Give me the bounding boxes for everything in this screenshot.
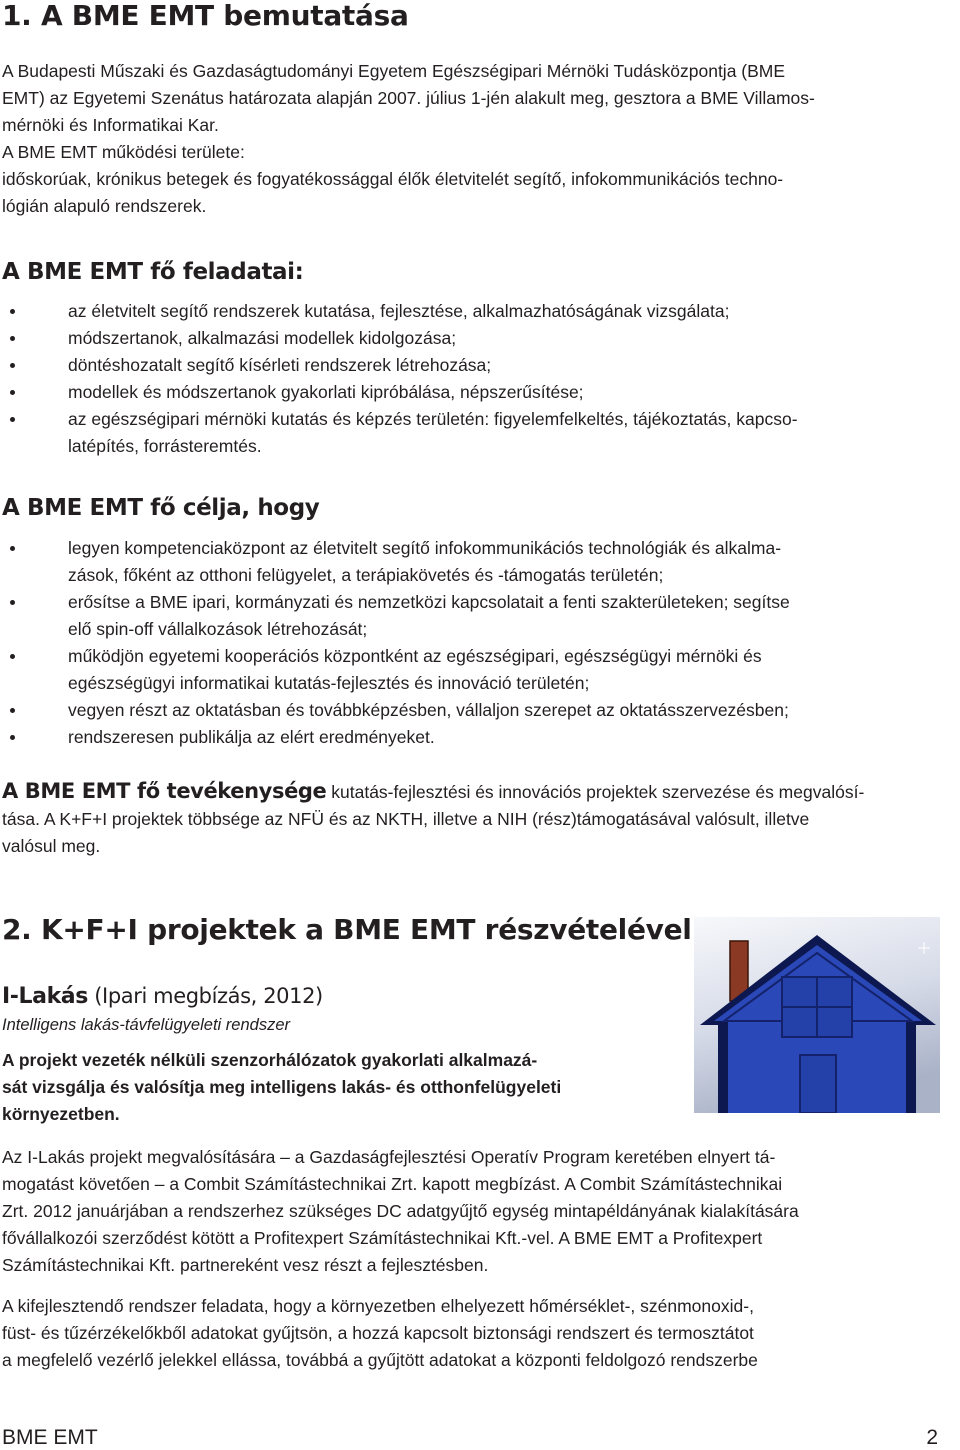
paragraph-line: füst- és tűzérzékelőkből adatokat gyűjtsön, a hozzá kapcsolt biztonsági rendszert és termosztátot: [2, 1323, 754, 1343]
list-item-text: legyen kompetenciaközpont az életvitelt segítő infokommunikációs technológiák és alkalma-: [68, 538, 782, 558]
activity-text: kutatás-fejlesztési és innovációs projektek szervezése és megvalósí-: [326, 782, 865, 802]
project-paragraph-2: [2, 1293, 952, 1374]
paragraph-line: Zrt. 2012 januárjában a rendszerhez szükséges DC adatgyűjtő egység mintapéldányának kialakítására: [2, 1201, 799, 1221]
list-item-text: módszertanok, alkalmazási modellek kidolgozása;: [68, 328, 457, 348]
project-heading-line: [2, 982, 682, 1011]
section-1-title: 1. A BME EMT bemutatása: [2, 0, 409, 32]
activity-paragraph: [2, 778, 942, 860]
house-illustration: [694, 917, 940, 1113]
project-heading: [2, 982, 682, 1011]
list-item: [0, 589, 790, 643]
list-item: [0, 643, 790, 697]
intro-line: időskorúak, krónikus betegek és fogyatékossággal élők életvitelét segítő, infokommunikációs techno-: [2, 169, 784, 189]
intro-line: A Budapesti Műszaki és Gazdaságtudományi Egyetem Egészségipari Mérnöki Tudásközpontja (BME: [2, 61, 786, 81]
project-paragraph-1: [2, 1144, 952, 1279]
list-item-text: rendszeresen publikálja az elért eredményeket.: [68, 727, 435, 747]
paragraph-line: Számítástechnikai Kft. partnereként vesz részt a fejlesztésben.: [2, 1255, 489, 1275]
tasks-list: [0, 298, 798, 460]
project-lead: [2, 1047, 682, 1128]
list-item: [0, 325, 798, 352]
door: [800, 1055, 836, 1113]
list-item-text: elő spin-off vállalkozások létrehozását;: [68, 619, 368, 639]
list-item-text: működjön egyetemi kooperációs központként az egészségipari, egészségügyi mérnöki és: [68, 646, 762, 666]
list-item-text: erősítse a BME ipari, kormányzati és nemzetközi kapcsolatait a fenti szakterületeken; segítse: [68, 592, 790, 612]
list-item: [0, 697, 790, 724]
list-item-text: az egészségipari mérnöki kutatás és képzés területén: figyelemfelkeltés, tájékoztatás, kapcso-: [68, 409, 798, 429]
project-lead-line: A projekt vezeték nélküli szenzorhálózatok gyakorlati alkalmazá-: [2, 1050, 538, 1070]
intro-line: EMT) az Egyetemi Szenátus határozata alapján 2007. július 1-jén alakult meg, gesztora a BME Villamos-: [2, 88, 815, 108]
project-subtitle: Intelligens lakás-távfelügyeleti rendszer: [2, 1016, 290, 1034]
list-item-text: az életvitelt segítő rendszerek kutatása, fejlesztése, alkalmazhatóságának vizsgálata;: [68, 301, 730, 321]
intro-line: mérnöki és Informatikai Kar.: [2, 115, 219, 135]
page-number: 2: [926, 1426, 938, 1449]
paragraph-line: fővállalkozói szerződést kötött a Profitexpert Számítástechnikai Kft.-vel. A BME EMT a Profitexpert: [2, 1228, 763, 1248]
list-item: [0, 352, 798, 379]
section-2-title: 2. K+F+I projektek a BME EMT részvételével: [2, 913, 692, 946]
activity-line: tása. A K+F+I projektek többsége az NFÜ és az NKTH, illetve a NIH (rész)támogatásával valósult, illetve: [2, 809, 810, 829]
paragraph-line: mogatást követően – a Combit Számítástechnikai Zrt. kapott megbízást. A Combit Számítástechnikai: [2, 1174, 783, 1194]
list-item: [0, 535, 790, 589]
list-item: [0, 406, 798, 460]
paragraph-line: Az I-Lakás projekt megvalósítására – a Gazdaságfejlesztési Operatív Program keretében elnyert tá-: [2, 1147, 776, 1167]
activity-line: valósul meg.: [2, 836, 101, 856]
list-item-text: vegyen részt az oktatásban és továbbképzésben, vállaljon szerepet az oktatásszervezésben;: [68, 700, 789, 720]
intro-line: A BME EMT működési területe:: [2, 142, 245, 162]
goals-heading: A BME EMT fő célja, hogy: [2, 495, 320, 521]
project-subtitle-block: [2, 1013, 682, 1037]
list-item: [0, 724, 790, 751]
list-item-text: zások, főként az otthoni felügyelet, a terápiakövetés és -támogatás területén;: [68, 565, 664, 585]
paragraph-line: a megfelelő vezérlő jelekkel ellássa, továbbá a gyűjtött adatokat a központi feldolgozó rendszerbe: [2, 1350, 758, 1370]
activity-lead: A BME EMT fő tevékenysége: [2, 779, 327, 803]
list-item-text: döntéshozatalt segítő kísérleti rendszerek létrehozása;: [68, 355, 492, 375]
footer-label: BME EMT: [2, 1426, 98, 1449]
project-meta: (Ipari megbízás, 2012): [87, 984, 323, 1008]
activity-line: [2, 778, 942, 806]
project-name: I-Lakás: [2, 984, 88, 1009]
project-lead-line: sát vizsgálja és valósítja meg intelligens lakás- és otthonfelügyeleti: [2, 1077, 562, 1097]
list-item: [0, 298, 798, 325]
list-item-text: latépítés, forrásteremtés.: [68, 436, 262, 456]
list-item-text: modellek és módszertanok gyakorlati kipróbálása, népszerűsítése;: [68, 382, 584, 402]
intro-paragraph: [2, 58, 942, 220]
project-lead-line: környezetben.: [2, 1104, 120, 1124]
list-item: [0, 379, 798, 406]
intro-line: lógián alapuló rendszerek.: [2, 196, 207, 216]
tasks-heading: A BME EMT fő feladatai:: [2, 259, 304, 285]
list-item-text: egészségügyi informatikai kutatás-fejlesztés és innováció területén;: [68, 673, 590, 693]
paragraph-line: A kifejlesztendő rendszer feladata, hogy a környezetben elhelyezett hőmérséklet-, szénmonoxid-,: [2, 1296, 754, 1316]
goals-list: [0, 535, 790, 751]
